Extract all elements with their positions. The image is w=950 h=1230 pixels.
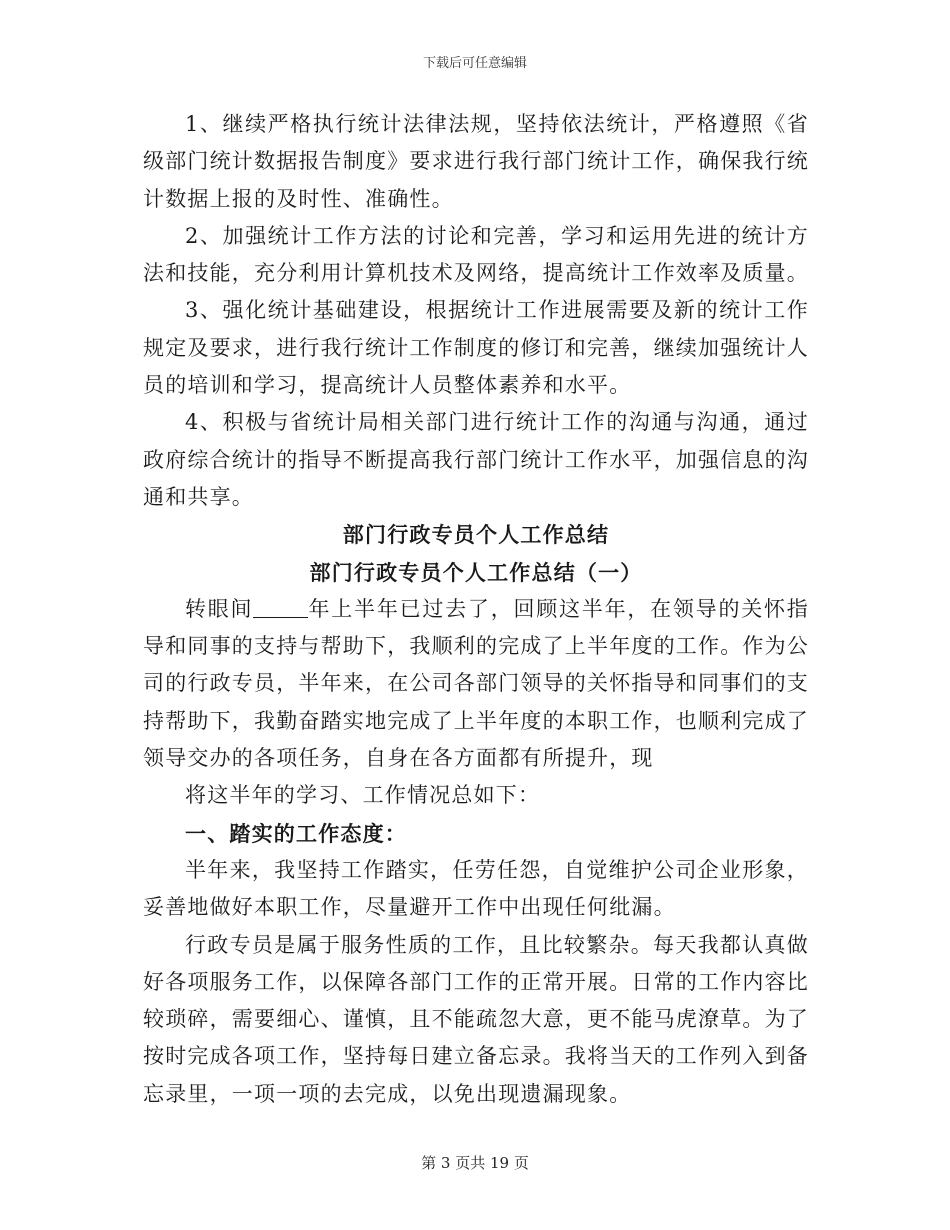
page-header-note: 下载后可任意编辑: [422, 56, 527, 71]
opening-text-pre: 转眼间: [185, 596, 254, 621]
list-item: 4、积极与省统计局相关部门进行统计工作的沟通与沟通，通过政府综合统计的指导不断提高我行部门统计工作水平，加强信息的沟通和共享。: [143, 410, 809, 509]
opening-text-post: 年上半年已过去了，回顾这半年，在领导的关怀指导和同事的支持与帮助下，我顺利的完成了上半年度的工作。作为公司的行政专员，半年来，在公司各部门领导的关怀指导和同事们的支持帮助下，我勤奋踏实地完成了上半年度的本职工作，也顺利完成了领导交办的各项任务，自身在各方面都有所提升，现: [143, 596, 809, 771]
opening-paragraph: [143, 591, 809, 777]
section-heading: 一、踏实的工作态度：: [185, 820, 407, 846]
page-footer-number: 第 3 页共 19 页: [421, 1154, 529, 1172]
list-item: 1、继续严格执行统计法律法规，坚持依法统计，严格遵照《省级部门统计数据报告制度》要求进行我行部门统计工作，确保我行统计数据上报的及时性、准确性。: [143, 112, 809, 211]
year-blank: [253, 596, 308, 618]
document-subtitle: 部门行政专员个人工作总结（一）: [309, 559, 643, 585]
list-item: 3、强化统计基础建设，根据统计工作进展需要及新的统计工作规定及要求，进行我行统计工作制度的修订和完善，继续加强统计人员的培训和学习，提高统计人员整体素养和水平。: [143, 298, 809, 398]
document-title: 部门行政专员个人工作总结: [342, 522, 610, 548]
section-paragraph: 行政专员是属于服务性质的工作，且比较繁杂。每天我都认真做好各项服务工作，以保障各部门工作的正常开展。日常的工作内容比较琐碎，需要细心、谨慎，且不能疏忽大意，更不能马虎潦草。为了按时完成各项工作，坚持每日建立备忘录。我将当天的工作列入到备忘录里，一项一项的去完成，以免出现遗漏现象。: [143, 932, 809, 1106]
list-item: 2、加强统计工作方法的讨论和完善，学习和运用先进的统计方法和技能，充分利用计算机技术及网络，提高统计工作效率及质量。: [143, 223, 809, 286]
document-body: [143, 106, 809, 1113]
section-paragraph: 半年来，我坚持工作踏实，任劳任怨，自觉维护公司企业形象，妥善地做好本职工作，尽量避开工作中出现任何纰漏。: [143, 857, 809, 920]
summary-paragraph: 将这半年的学习、工作情况总如下：: [185, 783, 541, 808]
